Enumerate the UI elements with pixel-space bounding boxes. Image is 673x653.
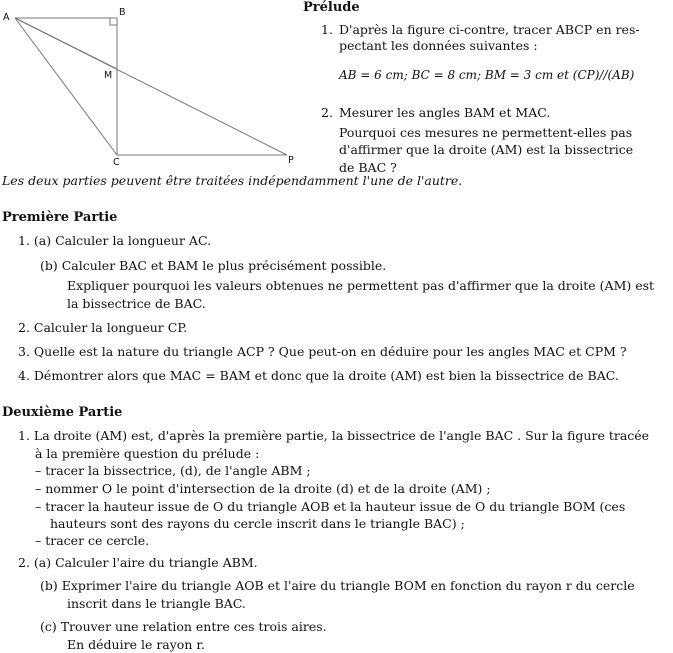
prelude-q1-text-b: pectant les données suivantes : (339, 38, 538, 53)
part2-line-8: 2. (a) Calculer l'aire du triangle ABM. (18, 555, 258, 570)
geometry-figure (0, 0, 300, 172)
prelude-q1-number: 1. (321, 22, 333, 37)
point-label-c: C (113, 157, 120, 168)
prelude-q2-text-a: Mesurer les angles BAM et MAC. (339, 105, 551, 120)
part1-line-6: 3. Quelle est la nature du triangle ACP ? Que peut-on en déduire pour les angles MAC et CPM ? (18, 344, 627, 359)
part2-line-6: hauteurs sont des rayons du cercle inscrit dans le triangle BAC) ; (50, 516, 465, 531)
part1-title: Première Partie (2, 210, 118, 225)
point-label-m: M (104, 70, 113, 81)
part2-line-3: – tracer la bissectrice, (d), de l'angle ABM ; (35, 463, 311, 478)
part2-line-1: 1. La droite (AM) est, d'après la première partie, la bissectrice de l'angle BAC . Sur la figure tracée (18, 428, 650, 443)
part2-line-2: à la première question du prélude : (35, 446, 260, 461)
point-label-b: B (119, 7, 126, 18)
prelude-q2-number: 2. (321, 105, 333, 120)
part1-line-4: la bissectrice de BAC. (67, 296, 206, 311)
part1-line-2: (b) Calculer BAC et BAM le plus précisément possible. (40, 258, 387, 273)
right-angle-mark (110, 18, 117, 25)
prelude-q2-text-c: d'affirmer que la droite (AM) est la bissectrice (339, 142, 634, 157)
part1-line-1: 1. (a) Calculer la longueur AC. (18, 233, 212, 248)
part2-line-11: (c) Trouver une relation entre ces trois aires. (40, 619, 327, 634)
part2-line-9: (b) Exprimer l'aire du triangle AOB et l'aire du triangle BOM en fonction du rayon r du cercle (40, 578, 635, 593)
prelude-q1-data: AB = 6 cm; BC = 8 cm; BM = 3 cm et (CP)//(AB) (339, 68, 635, 82)
part2-line-7: – tracer ce cercle. (35, 533, 150, 548)
part2-line-5: – tracer la hauteur issue de O du triangle AOB et la hauteur issue de O du triangle BOM (ces (35, 499, 626, 514)
part1-line-5: 2. Calculer la longueur CP. (18, 320, 188, 335)
point-label-a: A (3, 12, 10, 23)
part2-line-4: – nommer O le point d'intersection de la droite (d) et de la droite (AM) ; (35, 481, 491, 496)
part2-line-12: En déduire le rayon r. (67, 637, 205, 652)
part2-title: Deuxième Partie (2, 405, 123, 420)
prelude-title: Prélude (303, 0, 360, 15)
prelude-q2-text-d: de BAC ? (339, 160, 397, 175)
parts-independence-note: Les deux parties peuvent être traitées indépendamment l'une de l'autre. (2, 173, 463, 188)
point-label-p: P (288, 155, 294, 166)
prelude-q2-text-b: Pourquoi ces mesures ne permettent-elles pas (339, 125, 633, 140)
prelude-q1-text-a: D'après la figure ci-contre, tracer ABCP en res- (339, 22, 640, 37)
part2-line-10: inscrit dans le triangle BAC. (67, 596, 246, 611)
part1-line-7: 4. Démontrer alors que MAC = BAM et donc que la droite (AM) est bien la bissectrice de BAC. (18, 368, 619, 383)
part1-line-3: Expliquer pourquoi les valeurs obtenues ne permettent pas d'affirmer que la droite (AM) est (67, 278, 655, 293)
segment-ac (15, 18, 117, 155)
segment-am (15, 18, 117, 69)
